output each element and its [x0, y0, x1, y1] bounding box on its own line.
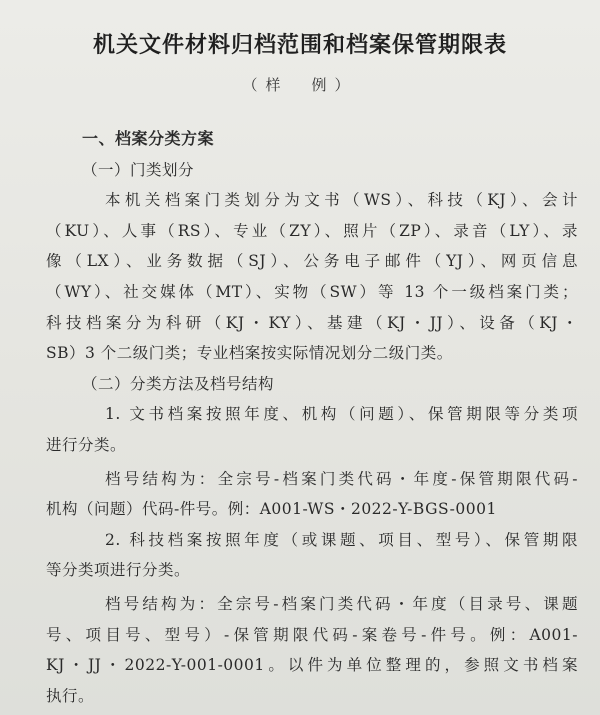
- paragraph-line: 等分类项进行分类。: [46, 561, 191, 580]
- paragraph-line: 档号结构为：全宗号-档案门类代码・年度（目录号、课题: [105, 594, 578, 613]
- paragraph-line: 执行。: [46, 686, 95, 705]
- section-heading: 一、档案分类方案: [82, 129, 215, 148]
- document-body: [46, 124, 578, 711]
- paragraph-line: 1. 文书档案按照年度、机构（问题）、保管期限等分类项: [105, 405, 578, 424]
- paragraph-line: SB）3 个二级门类；专业档案按实际情况划分二级门类。: [46, 344, 453, 363]
- paragraph-category-division: [46, 185, 578, 369]
- document-title: 机关文件材料归档范围和档案保管期限表: [92, 33, 507, 58]
- paragraph-item-1-structure: [46, 464, 578, 525]
- paragraph-line: 科技档案分为科研（KJ・KY）、基建（KJ・JJ）、设备（KJ・: [46, 313, 578, 332]
- paragraph-item-2: [46, 525, 578, 586]
- paragraph-line: （KU）、人事（RS）、专业（ZY）、照片（ZP）、录音（LY）、录: [46, 221, 578, 240]
- paragraph-line: 号、项目号、型号）-保管期限代码-案卷号-件号。例：A001-: [46, 625, 578, 644]
- paragraph-line: 机构（问题）代码-件号。例：A001-WS・2022-Y-BGS-0001: [46, 500, 497, 519]
- paragraph-line: （WY）、社交媒体（MT）、实物（SW）等 13 个一级档案门类；: [46, 282, 578, 301]
- paragraph-line: 像（LX）、业务数据（SJ）、公务电子邮件（YJ）、网页信息: [46, 252, 578, 271]
- paragraph-line: 本机关档案门类划分为文书（WS）、科技（KJ）、会计: [105, 191, 578, 210]
- paragraph-line: 2. 科技档案按照年度（或课题、项目、型号）、保管期限: [105, 530, 578, 549]
- paragraph-line: 档号结构为：全宗号-档案门类代码・年度-保管期限代码-: [105, 469, 578, 488]
- document-subtitle: （样 例）: [242, 76, 358, 94]
- paragraph-item-2-structure: [46, 589, 578, 711]
- subsection-heading: （一）门类划分: [82, 160, 195, 179]
- subsection-heading: （二）分类方法及档号结构: [82, 374, 275, 393]
- paragraph-line: 进行分类。: [46, 435, 127, 454]
- paragraph-item-1: [46, 399, 578, 460]
- paragraph-line: KJ・JJ・2022-Y-001-0001。以件为单位整理的，参照文书档案: [46, 656, 578, 675]
